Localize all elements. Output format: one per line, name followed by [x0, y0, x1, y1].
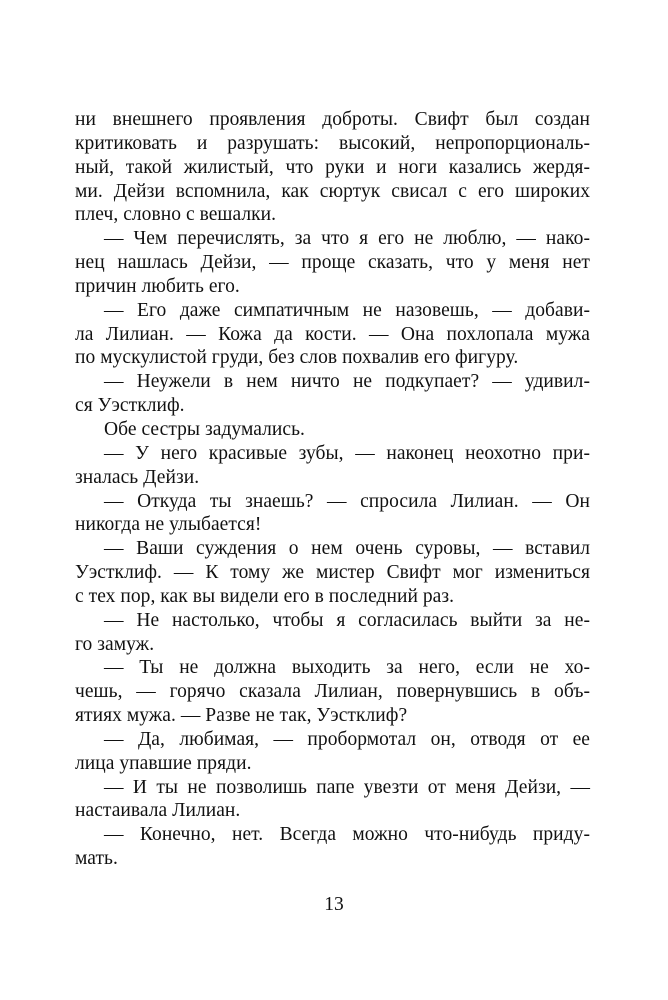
text-line: — Откуда ты знаешь? — спросила Лилиан. — Он: [104, 490, 590, 512]
text-line: — И ты не позволишь папе увезти от меня Дейзи, —: [104, 776, 590, 798]
text-line: — Неужели в нем ничто не подкупает? — удивил-: [104, 371, 590, 393]
text-line: критиковать и разрушать: высокий, непропорциональ-: [75, 132, 590, 154]
text-line: Уэстклиф. — К тому же мистер Свифт мог измениться: [75, 562, 590, 584]
text-line: — Не настолько, чтобы я согласилась выйти за не-: [104, 609, 590, 631]
text-line: настаивала Лилиан.: [75, 800, 241, 822]
text-line: с тех пор, как вы видели его в последний раз.: [75, 585, 455, 607]
text-line: ни внешнего проявления доброты. Свифт был создан: [75, 109, 590, 130]
text-line: лица упавшие пряди.: [75, 752, 252, 774]
text-line: ятиях мужа. — Разве не так, Уэстклиф?: [75, 705, 408, 727]
text-line: ми. Дейзи вспомнила, как сюртук свисал с его широких: [75, 180, 590, 202]
text-line: Обе сестры задумались.: [104, 418, 305, 440]
text-line: чешь, — горячо сказала Лилиан, повернувшись в объ-: [75, 681, 590, 703]
text-line: — Да, любимая, — пробормотал он, отводя от ее: [104, 728, 590, 750]
text-line: по мускулистой груди, без слов похвалив его фигуру.: [75, 347, 519, 369]
text-line: ся Уэстклиф.: [75, 395, 185, 417]
text-line: ный, такой жилистый, что руки и ноги казались жердя-: [75, 156, 590, 178]
text-line: причин любить его.: [75, 275, 240, 297]
text-line: го замуж.: [75, 633, 155, 655]
text-line: — У него красивые зубы, — наконец неохотно при-: [104, 442, 590, 464]
page-number: 13: [324, 894, 344, 915]
text-line: мать.: [75, 848, 118, 870]
text-line: никогда не улыбается!: [75, 514, 262, 536]
text-line: — Чем перечислять, за что я его не люблю, — нако-: [104, 228, 590, 250]
body-text: [75, 108, 590, 871]
text-line: нец нашлась Дейзи, — проще сказать, что у меня нет: [75, 252, 590, 274]
text-line: зналась Дейзи.: [75, 466, 200, 488]
text-line: — Ваши суждения о нем очень суровы, — вставил: [104, 538, 590, 560]
text-line: ла Лилиан. — Кожа да кости. — Она похлопала мужа: [75, 323, 590, 345]
text-line: — Конечно, нет. Всегда можно что-нибудь приду-: [104, 824, 590, 846]
text-line: — Ты не должна выходить за него, если не хо-: [104, 657, 590, 679]
text-line: плеч, словно с вешалки.: [75, 204, 277, 226]
text-line: — Его даже симпатичным не назовешь, — добави-: [104, 299, 590, 321]
